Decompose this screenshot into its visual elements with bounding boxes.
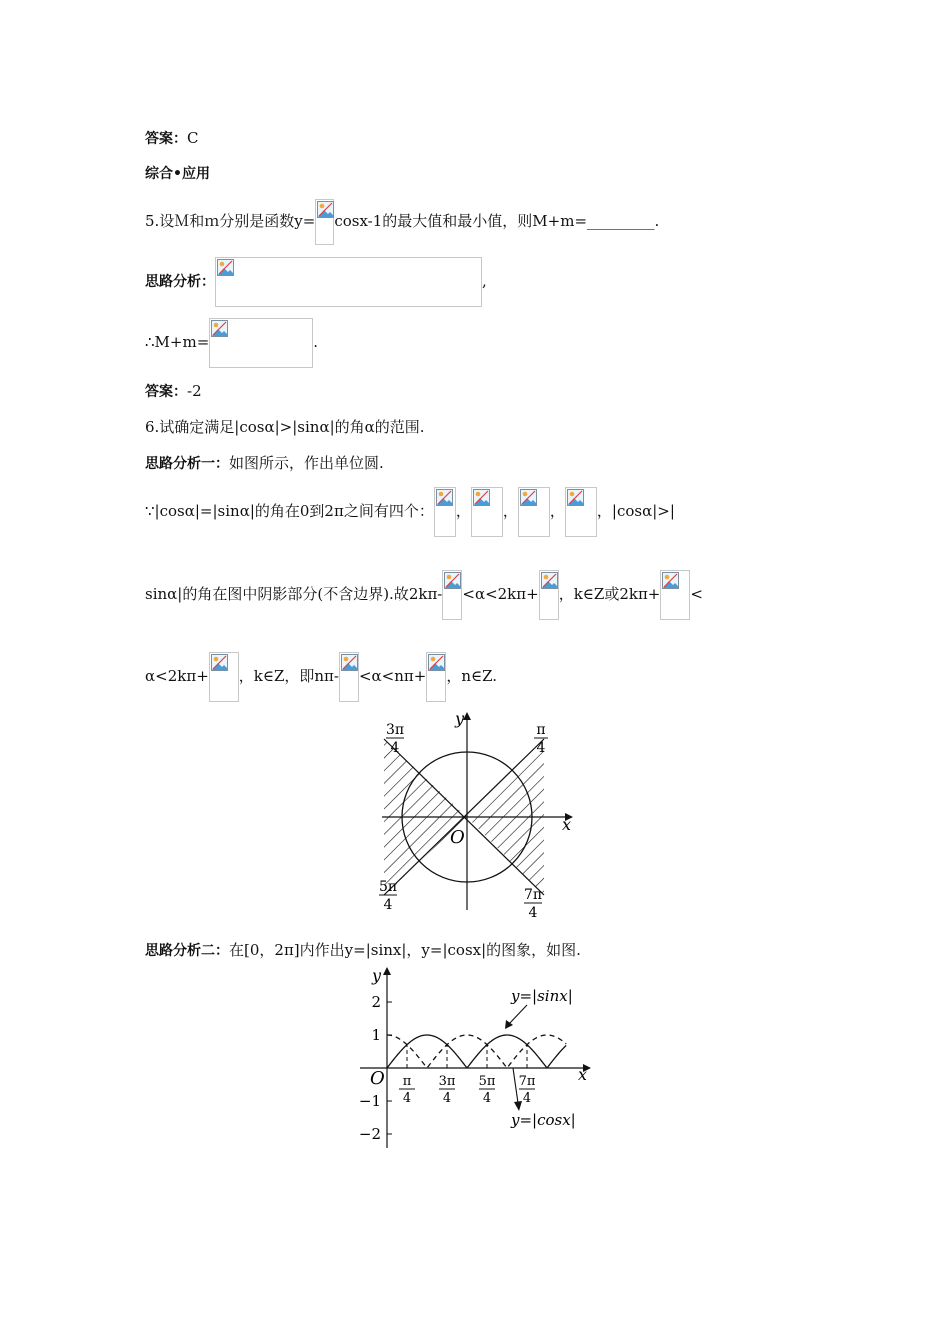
y-axis-label: y (372, 966, 382, 985)
origin-label: O (450, 827, 465, 848)
analysis-6a-line (145, 453, 384, 474)
x-tick-label-den: 4 (482, 1091, 492, 1106)
formula-image-placeholder (209, 318, 313, 368)
sin-lt1: <α<2kπ+ (462, 585, 539, 603)
q5-end: . (654, 212, 660, 230)
broken-image-icon (217, 259, 234, 276)
broken-image-icon (436, 489, 453, 506)
analysis-6a-text: 如图所示，作出单位圆. (229, 454, 384, 472)
q5-text-b: cosx-1的最大值和最小值，则M+m= (334, 212, 588, 230)
answer-value: C (187, 129, 199, 147)
q5-text-a: 5.设Ｍ和ｍ分别是函数y= (145, 212, 316, 230)
because-tail: |cosα|>| (611, 502, 675, 520)
separator-comma: ， (455, 502, 471, 520)
formula-image-placeholder (339, 652, 359, 702)
unit-circle-figure (370, 708, 590, 928)
because-text: ∵|cosα|=|sinα|的角在0到2π之间有四个： (145, 502, 434, 520)
sin-text-a: sinα|的角在图中阴影部分(不含边界).故2kπ- (145, 585, 443, 603)
broken-image-icon (341, 654, 358, 671)
formula-image-placeholder (215, 257, 482, 307)
answer-label: 答案： (145, 131, 187, 147)
answer-line (145, 128, 198, 149)
broken-image-icon (211, 320, 228, 337)
because-line (145, 486, 675, 537)
alpha-text-a: α<2kπ+ (145, 667, 209, 685)
formula-image-placeholder (660, 570, 690, 620)
q5-blank: _________ (587, 212, 655, 230)
label-3pi-4-den: 4 (390, 740, 400, 756)
x-axis-label: x (578, 1065, 588, 1084)
broken-image-icon (428, 654, 445, 671)
alpha-lt: <α<nπ+ (358, 667, 427, 685)
x-tick-label-num: 5π (478, 1074, 496, 1089)
therefore-line (145, 317, 318, 368)
broken-image-icon (541, 572, 558, 589)
abs-sin-cos-graph (355, 963, 600, 1153)
section-heading: 综合•应用 (145, 166, 210, 182)
y-tick-label: −1 (358, 1092, 381, 1110)
analysis-label: 思路分析： (145, 274, 215, 290)
formula-image-placeholder (315, 199, 334, 245)
alpha-text-c: ，n∈Z. (446, 667, 498, 685)
x-tick-label-num: 3π (438, 1074, 456, 1089)
cos-pointer-arrow-icon (514, 1101, 522, 1111)
label-7pi-4-num: 7π (523, 887, 543, 903)
analysis-6b-line (145, 940, 581, 961)
sin-pointer-line (508, 1005, 527, 1025)
x-tick-label-den: 4 (442, 1091, 452, 1106)
y-axis-arrow-icon (383, 967, 391, 975)
analysis-6b-text: 在[0，2π]内作出y=|sinx|，y=|cosx|的图象，如图. (229, 941, 581, 959)
alpha-text-b: ，k∈Z，即nπ- (238, 667, 339, 685)
shaded-region (370, 708, 590, 928)
analysis-5-tail: , (482, 272, 487, 290)
sin-alpha-line (145, 569, 703, 620)
formula-image-placeholder (442, 570, 462, 620)
therefore-end: . (313, 333, 319, 351)
answer-label: 答案： (145, 384, 187, 400)
cos-pointer-line (513, 1068, 518, 1103)
alpha-line (145, 651, 497, 702)
broken-image-icon (662, 572, 679, 589)
formula-image-placeholder (518, 487, 550, 537)
broken-image-icon (211, 654, 228, 671)
label-5pi-4-num: 5π (378, 879, 398, 895)
analysis-5-line (145, 256, 487, 307)
series-label-cos: y=|cosx| (511, 1111, 576, 1129)
analysis-label: 思路分析二： (145, 943, 229, 959)
label-5pi-4-den: 4 (383, 897, 393, 913)
series-label-sin: y=|sinx| (511, 987, 573, 1005)
abs-sin-curve (387, 1035, 566, 1068)
separator-comma: ， (596, 502, 612, 520)
therefore-text: ∴M+m= (145, 333, 210, 351)
separator-comma: ， (549, 502, 565, 520)
answer-value: -2 (187, 382, 202, 400)
y-tick-label: 2 (371, 993, 381, 1011)
y-axis-arrow-icon (463, 712, 471, 720)
y-tick-label: −2 (358, 1125, 381, 1143)
formula-image-placeholder (565, 487, 597, 537)
broken-image-icon (317, 201, 334, 218)
x-axis-label: x (562, 815, 572, 834)
x-tick-label-den: 4 (402, 1091, 412, 1106)
x-tick-label-num: 7π (518, 1074, 536, 1089)
formula-image-placeholder (426, 652, 446, 702)
sin-text-b: ，k∈Z或2kπ+ (558, 585, 661, 603)
question-6: 6.试确定满足|cosα|>|sinα|的角α的范围. (145, 418, 425, 436)
y-tick-label: 1 (371, 1026, 381, 1044)
x-tick-label-den: 4 (522, 1091, 532, 1106)
formula-image-placeholder (209, 652, 239, 702)
formula-image-placeholder (434, 487, 456, 537)
label-pi-4-den: 4 (536, 740, 546, 756)
broken-image-icon (520, 489, 537, 506)
formula-image-placeholder (539, 570, 559, 620)
origin-label: O (370, 1068, 385, 1089)
label-7pi-4-den: 4 (528, 905, 538, 921)
broken-image-icon (444, 572, 461, 589)
broken-image-icon (567, 489, 584, 506)
label-pi-4-num: π (536, 722, 546, 738)
x-tick-label-num: π (402, 1074, 412, 1089)
y-axis-label: y (455, 709, 465, 728)
question-5 (145, 198, 659, 245)
separator-comma: ， (502, 502, 518, 520)
sin-lt2: < (690, 585, 703, 603)
answer-line (145, 381, 202, 402)
broken-image-icon (473, 489, 490, 506)
label-3pi-4-num: 3π (385, 722, 405, 738)
formula-image-placeholder (471, 487, 503, 537)
analysis-label: 思路分析一： (145, 456, 229, 472)
